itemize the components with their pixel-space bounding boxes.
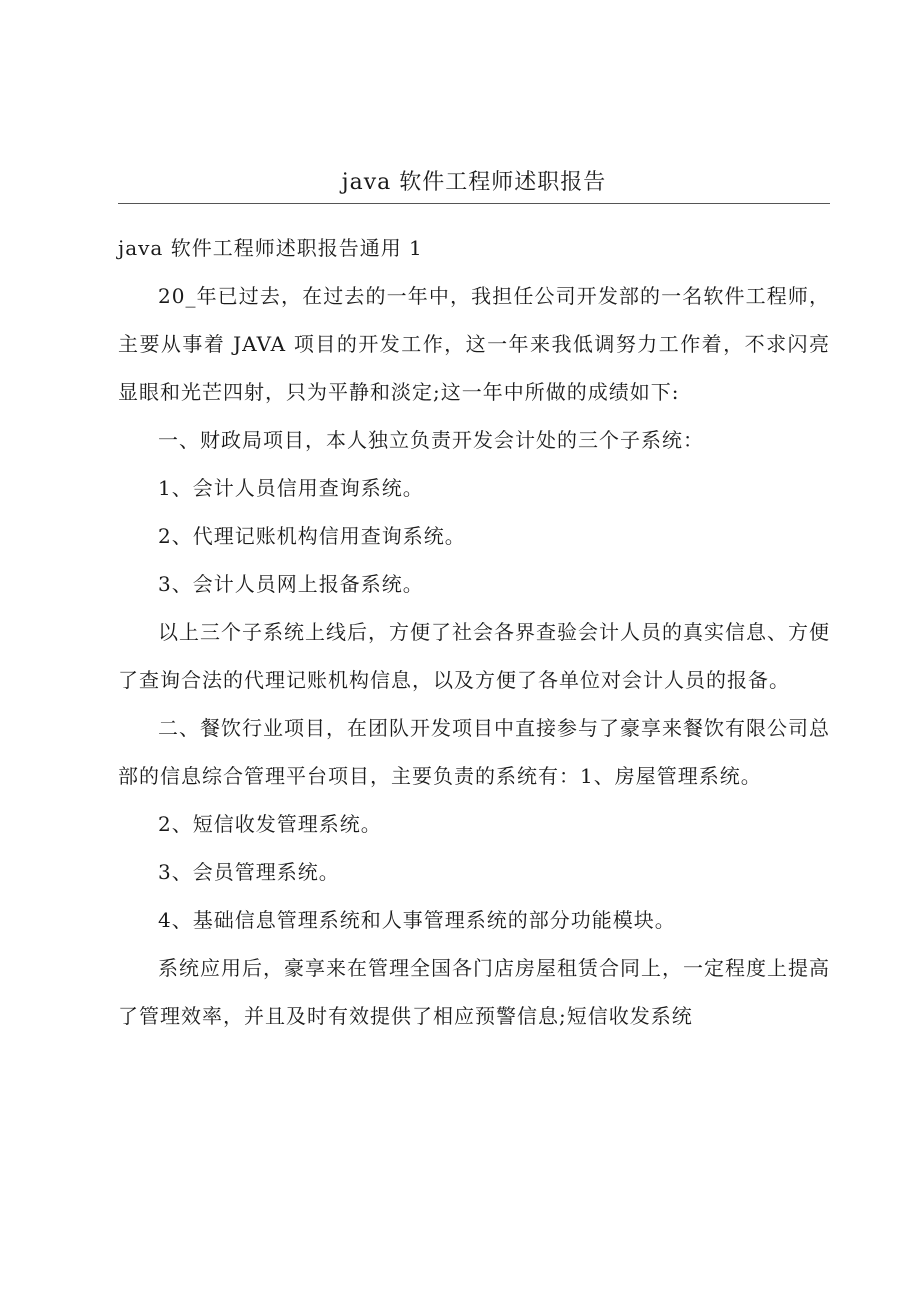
paragraph-section-one-summary: 以上三个子系统上线后，方便了社会各界查验会计人员的真实信息、方便了查询合法的代理记账机构信息，以及方便了各单位对会计人员的报备。 <box>118 620 830 692</box>
document-subtitle: java 软件工程师述职报告通用 1 <box>118 236 423 260</box>
title-underline <box>118 203 830 204</box>
list-item: 2、代理记账机构信用查询系统。 <box>158 524 466 548</box>
list-item: 1、会计人员信用查询系统。 <box>158 476 424 500</box>
list-item: 3、会员管理系统。 <box>158 860 340 884</box>
list-item: 3、会计人员网上报备系统。 <box>158 572 424 596</box>
paragraph-section-two-summary: 系统应用后，豪享来在管理全国各门店房屋租赁合同上，一定程度上提高了管理效率，并且及时有效提供了相应预警信息;短信收发系统 <box>118 956 830 1028</box>
list-item: 4、基础信息管理系统和人事管理系统的部分功能模块。 <box>158 908 676 932</box>
paragraph-section-two-heading: 二、餐饮行业项目，在团队开发项目中直接参与了豪享来餐饮有限公司总部的信息综合管理平台项目，主要负责的系统有：1、房屋管理系统。 <box>118 716 830 788</box>
paragraph-intro: 20_年已过去，在过去的一年中，我担任公司开发部的一名软件工程师，主要从事着 JAVA 项目的开发工作，这一年来我低调努力工作着，不求闪亮显眼和光芒四射，只为平静和淡定;这一年中所做的成绩如下: <box>118 284 830 404</box>
document-body <box>118 224 830 1040</box>
list-item: 2、短信收发管理系统。 <box>158 812 382 836</box>
document-title: java 软件工程师述职报告 <box>341 170 607 195</box>
paragraph-section-one-heading: 一、财政局项目，本人独立负责开发会计处的三个子系统： <box>158 428 704 452</box>
